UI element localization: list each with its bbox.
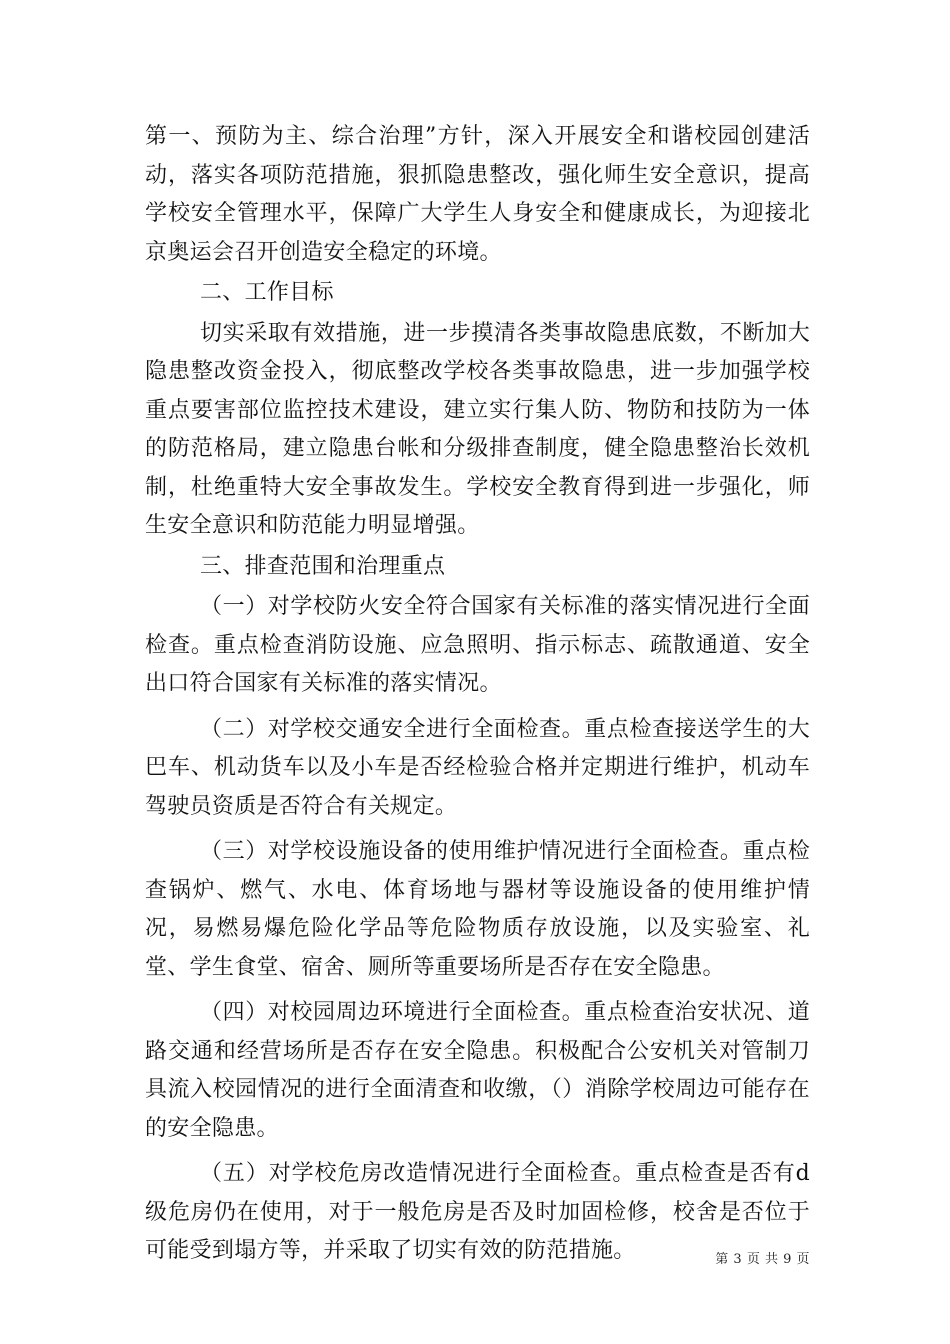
paragraph-fire-safety: （一）对学校防火安全符合国家有关标准的落实情况进行全面检查。重点检查消防设施、应急照明、指示标志、疏散通道、安全出口符合国家有关标准的落实情况。 xyxy=(145,594,810,696)
paragraph-traffic-safety: （二）对学校交通安全进行全面检查。重点检查接送学生的大巴车、机动货车以及小车是否经检验合格并定期进行维护，机动车驾驶员资质是否符合有关规定。 xyxy=(145,716,810,819)
paragraph-facility-maintenance: （三）对学校设施设备的使用维护情况进行全面检查。重点检查锅炉、燃气、水电、体育场地与器材等设施设备的使用维护情况，易燃易爆危险化学品等危险物质存放设施，以及实验室、礼堂、学生食堂、宿舍、厕所等重要场所是否存在安全隐患。 xyxy=(145,839,810,980)
page-number-footer: 第 3 页 共 9 页 xyxy=(715,1252,810,1267)
paragraph-campus-surroundings: （四）对校园周边环境进行全面检查。重点检查治安状况、道路交通和经营场所是否存在安全隐患。积极配合公安机关对管制刀具流入校园情况的进行全面清查和收缴，（）消除学校周边可能存在的安全隐患。 xyxy=(145,1000,810,1141)
paragraph-policy-continuation: 第一、预防为主、综合治理”方针，深入开展安全和谐校园创建活动，落实各项防范措施，狠抓隐患整改，强化师生安全意识，提高学校安全管理水平，保障广大学生人身安全和健康成长，为迎接北京奥运会召开创造安全稳定的环境。 xyxy=(145,124,810,265)
heading-inspection-scope: 三、排查范围和治理重点 xyxy=(200,553,446,579)
document-body xyxy=(145,118,810,1271)
paragraph-work-goals: 切实采取有效措施，进一步摸清各类事故隐患底数，不断加大隐患整改资金投入，彻底整改学校各类事故隐患，进一步加强学校重点要害部位监控技术建设，建立实行集人防、物防和技防为一体的防范格局，建立隐患台帐和分级排查制度，健全隐患整治长效机制，杜绝重特大安全事故发生。学校安全教育得到进一步强化，师生安全意识和防范能力明显增强。 xyxy=(145,320,810,538)
paragraph-dangerous-buildings: （五）对学校危房改造情况进行全面检查。重点检查是否有d级危房仍在使用，对于一般危房是否及时加固检修，校舍是否位于可能受到塌方等，并采取了切实有效的防范措施。 xyxy=(145,1161,810,1263)
heading-work-goals: 二、工作目标 xyxy=(200,280,334,305)
